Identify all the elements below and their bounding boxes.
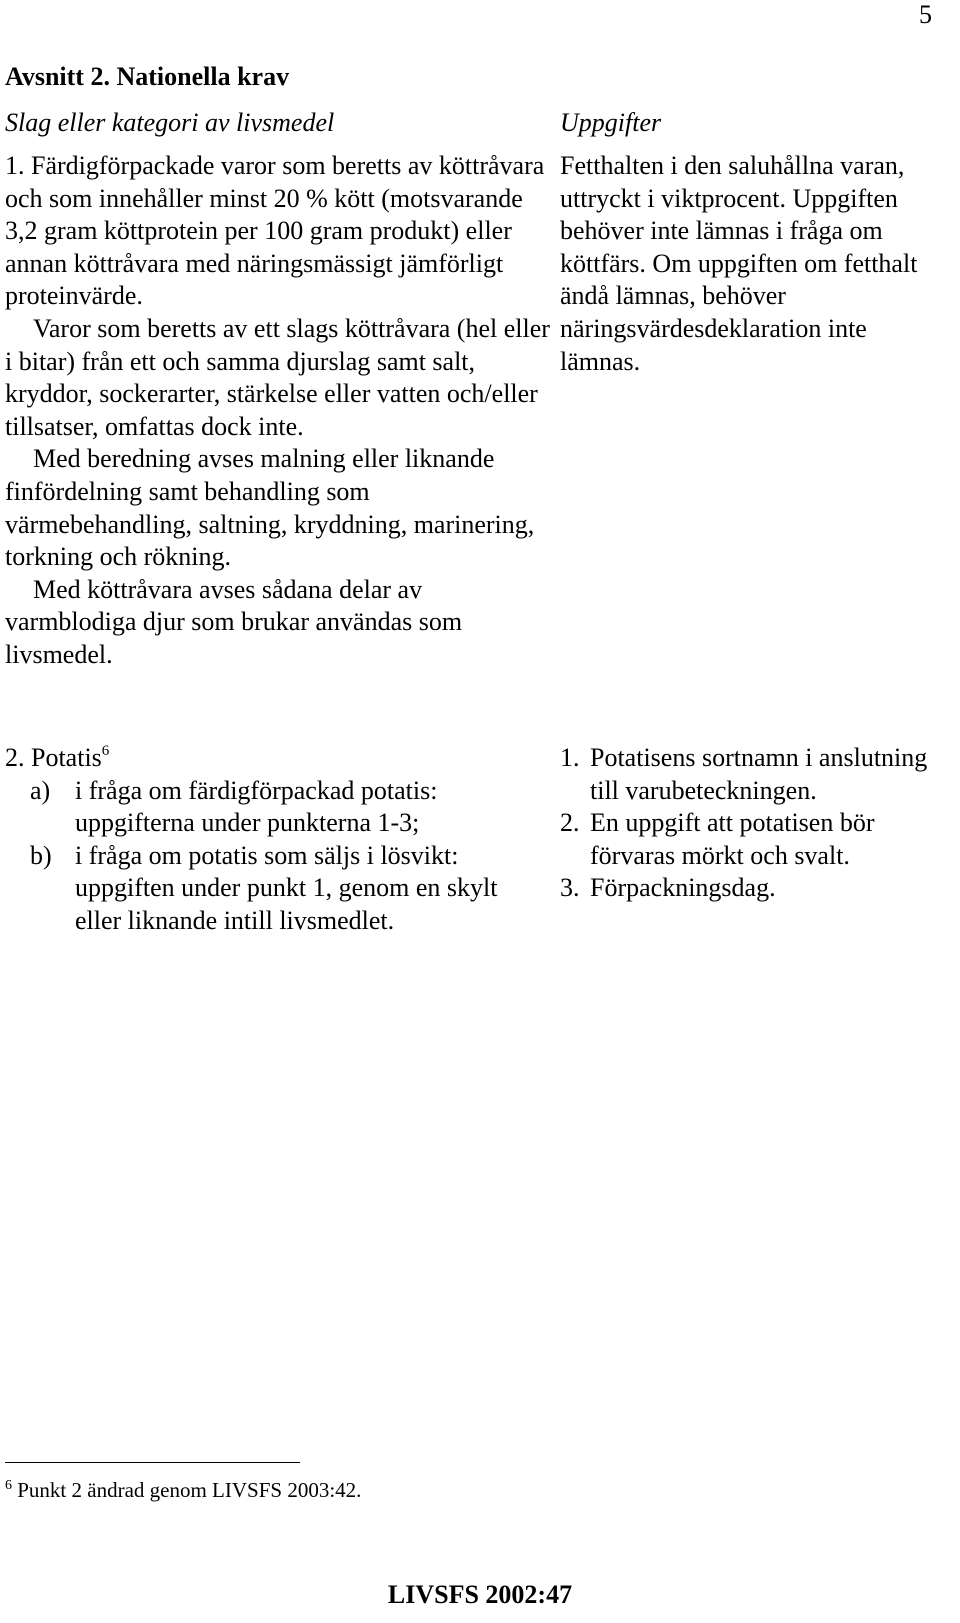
entry2-information bbox=[560, 742, 940, 905]
entry1-kottravara-definition: Med köttråvara avses sådana delar av varmblodiga djur som brukar användas som livsmedel. bbox=[5, 574, 463, 669]
footnote-number: 6 bbox=[5, 1478, 12, 1493]
entry2-item-b bbox=[5, 840, 550, 938]
section-heading: Avsnitt 2. Nationella krav bbox=[5, 62, 290, 91]
entry2-item-a bbox=[5, 775, 550, 840]
info-item-label: 3. bbox=[560, 873, 580, 903]
item-text: i fråga om färdigförpackad potatis: uppgifterna under punkterna 1-3; bbox=[75, 775, 438, 838]
entry2-title bbox=[5, 742, 550, 775]
page-number: 5 bbox=[919, 0, 932, 29]
info-item-label: 1. bbox=[560, 743, 580, 772]
entry2-category bbox=[5, 742, 550, 938]
entry1-information-text: Fetthalten i den saluhållna varan, uttryckt i viktprocent. Uppgiften behöver inte lämnas i fråga om köttfärs. Om uppgiften om fetthalt ändå lämnas, behöver näringsvärdesdeklaration inte lämnas. bbox=[560, 151, 918, 376]
info-item-text: En uppgift att potatisen bör förvaras mörkt och svalt. bbox=[590, 808, 875, 870]
footnote bbox=[5, 1478, 361, 1503]
item-text: i fråga om potatis som säljs i lösvikt: uppgiften under punkt 1, genom en skylt eller liknande intill livsmedlet. bbox=[75, 840, 498, 935]
item-label: b) bbox=[30, 840, 52, 870]
info-item-text: Förpackningsdag. bbox=[590, 873, 776, 903]
entry1-information bbox=[560, 150, 940, 378]
footnote-reference: 6 bbox=[101, 743, 110, 759]
item-label: a) bbox=[30, 775, 51, 805]
info-item-label: 2. bbox=[560, 808, 580, 838]
entry1-category bbox=[5, 150, 550, 672]
column-header-category: Slag eller kategori av livsmedel bbox=[5, 108, 335, 137]
info-item-text: Potatisens sortnamn i anslutning till varubeteckningen. bbox=[590, 743, 928, 805]
footnote-text: Punkt 2 ändrad genom LIVSFS 2003:42. bbox=[17, 1478, 362, 1502]
entry2-info-item-3 bbox=[560, 872, 940, 905]
footnote-divider bbox=[5, 1462, 300, 1463]
entry2-info-item-1 bbox=[560, 742, 940, 807]
entry2-info-item-2 bbox=[560, 807, 940, 872]
entry1-beredning-definition: Med beredning avses malning eller liknande finfördelning samt behandling som värmebehandling, saltning, kryddning, marinering, torkning och rökning. bbox=[5, 444, 535, 572]
entry1-exclusion: Varor som beretts av ett slags köttråvara (hel eller i bitar) från ett och samma djurslag samt salt, kryddor, sockerarter, stärkelse eller vatten och/eller tillsatser, omfattas dock inte. bbox=[5, 313, 550, 441]
document-footer: LIVSFS 2002:47 bbox=[387, 1580, 573, 1609]
entry2-title-text: 2. Potatis bbox=[5, 743, 102, 772]
entry1-definition: 1. Färdigförpackade varor som beretts av köttråvara och som innehåller minst 20 % kött (motsvarande 3,2 gram köttprotein per 100 gram produkt) eller annan köttråvara med näringsmässigt jämförligt proteinvärde. bbox=[5, 151, 545, 311]
column-header-information: Uppgifter bbox=[560, 108, 662, 137]
